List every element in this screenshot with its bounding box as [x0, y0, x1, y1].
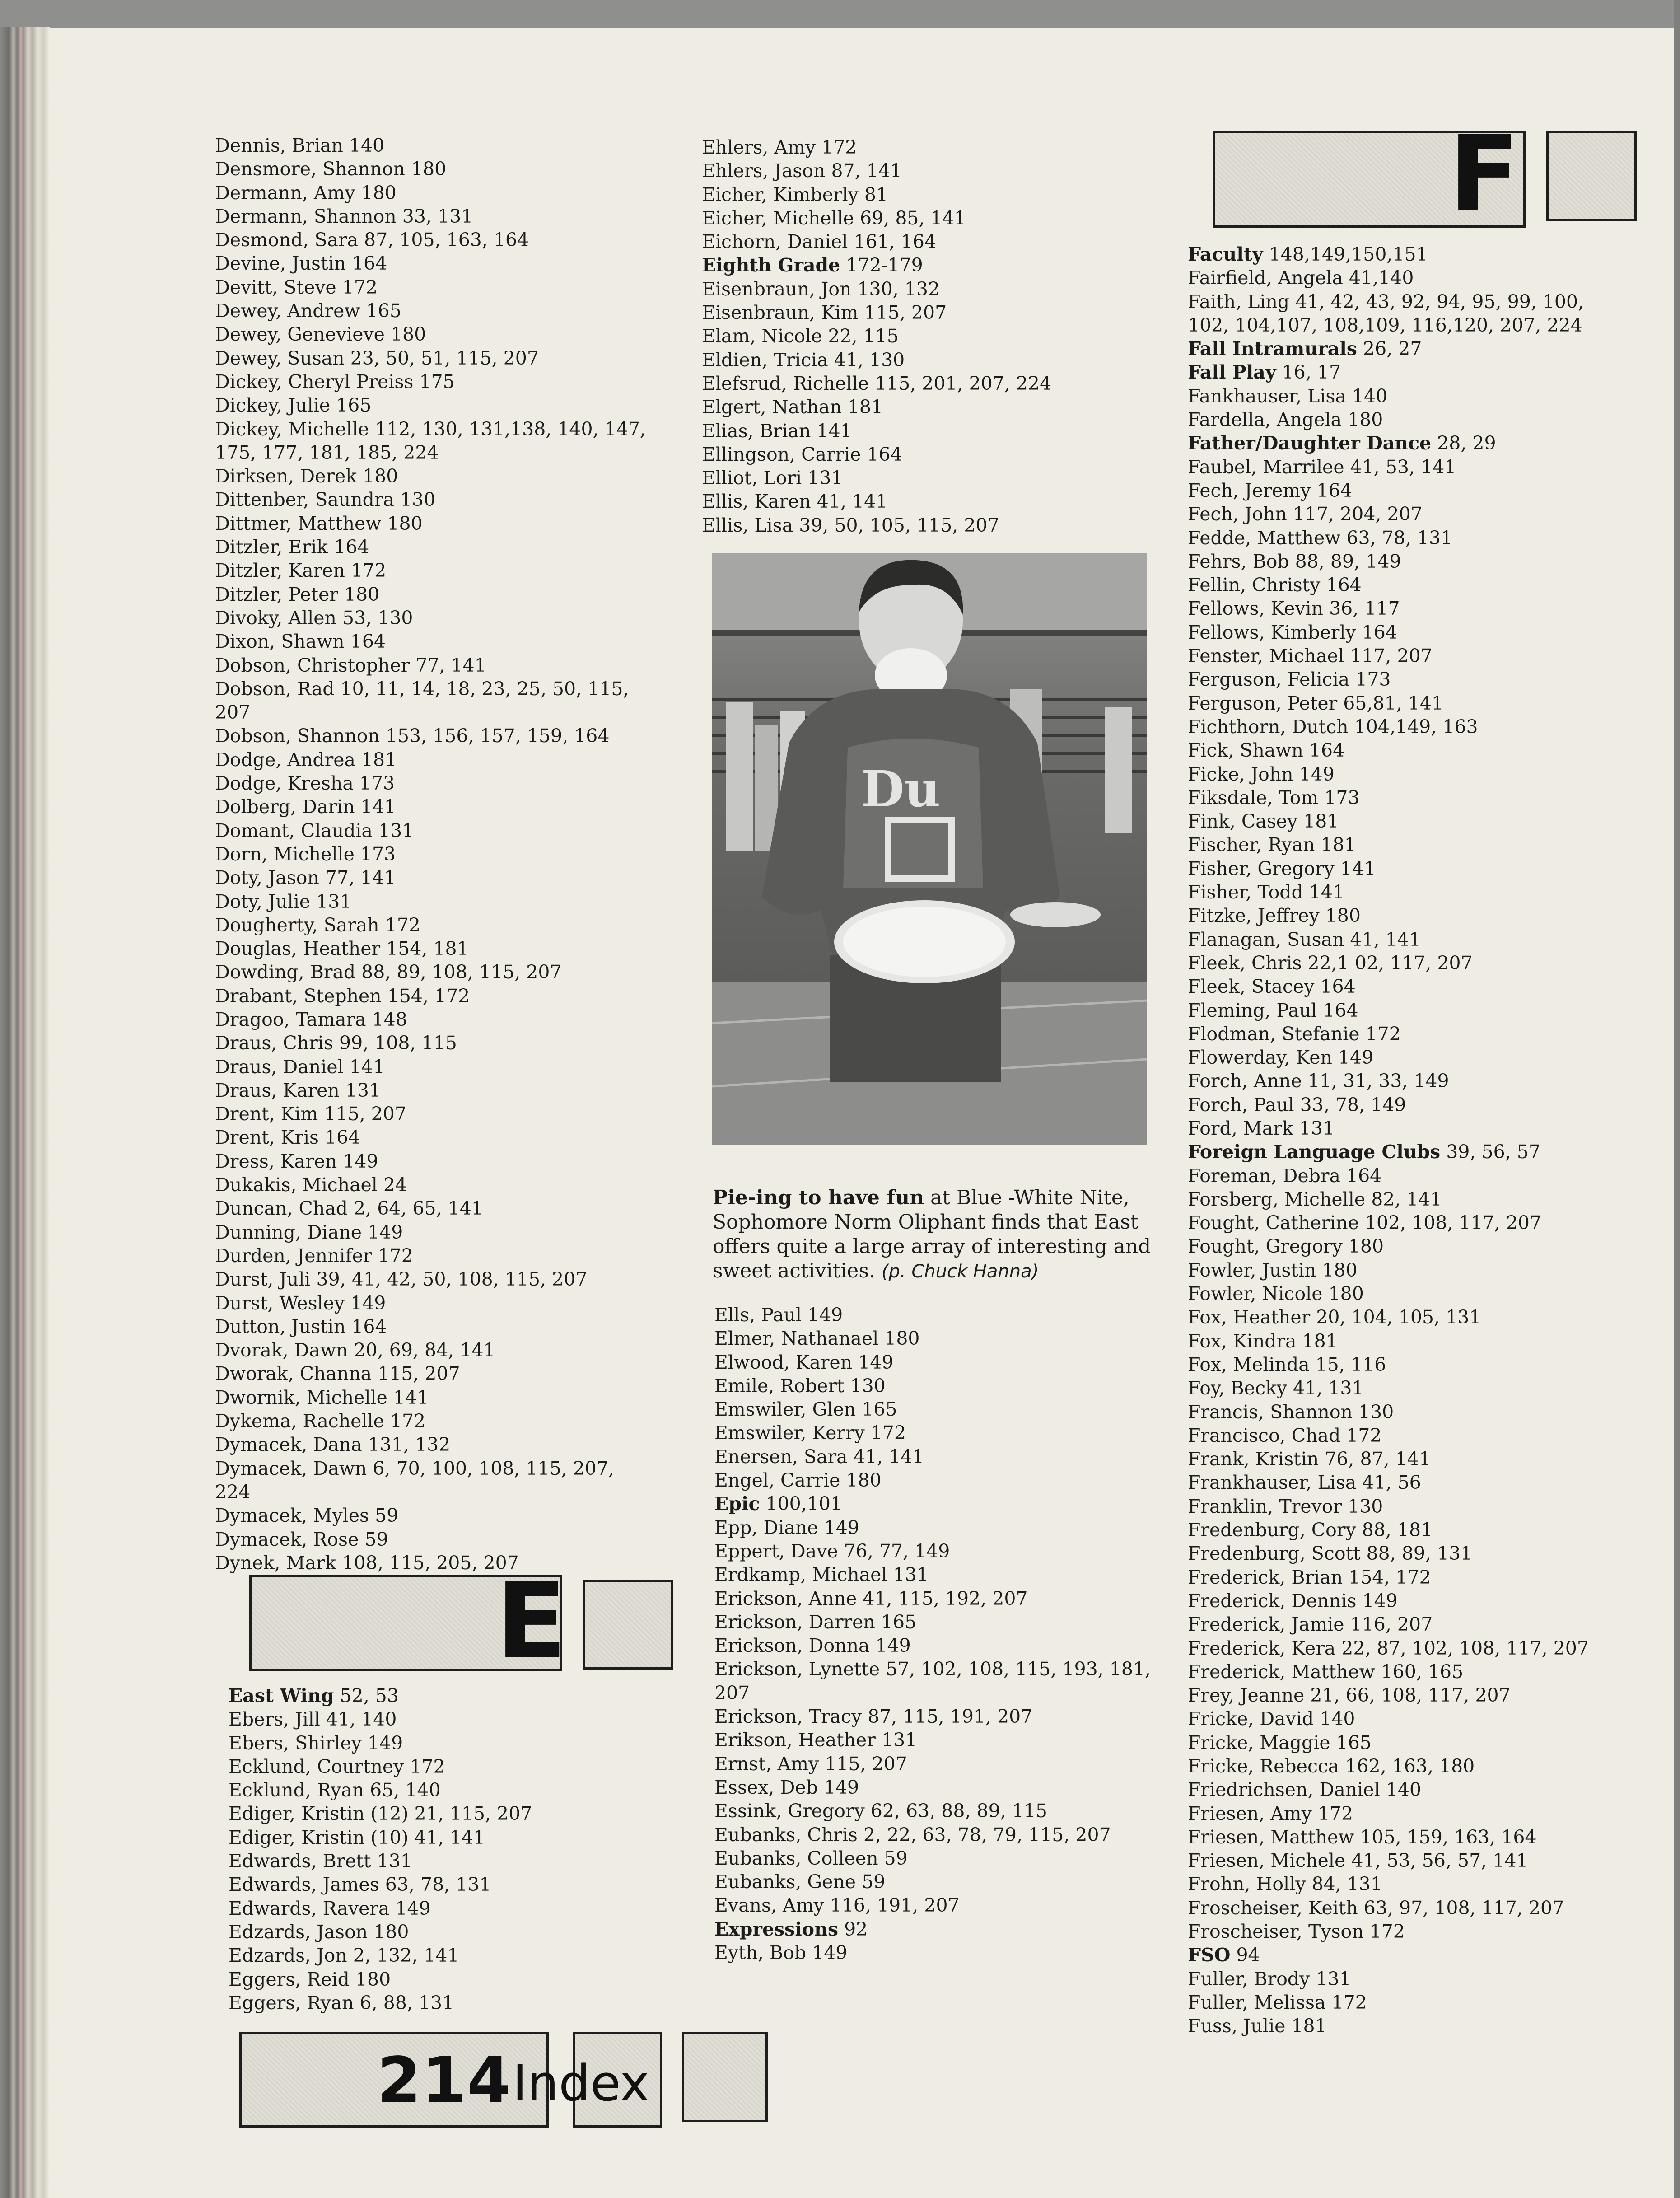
index-entry: Dougherty, Sarah 172 — [215, 914, 421, 936]
index-entry: Elam, Nicole 22, 115 — [702, 325, 899, 347]
index-page-refs: 26, 27 — [1357, 338, 1422, 360]
index-entry: Fisher, Gregory 141 — [1188, 857, 1376, 879]
index-page-refs: 39, 56, 57 — [1440, 1141, 1540, 1163]
section-f-letter: F — [1449, 114, 1520, 234]
index-entry: Dykema, Rachelle 172 — [215, 1410, 426, 1432]
section-e-letter: E — [496, 1561, 567, 1682]
index-entry: Fowler, Justin 180 — [1188, 1259, 1358, 1281]
index-topic-entry — [714, 1917, 1151, 1941]
book-binding-edge — [0, 27, 50, 2198]
index-entry: Fuller, Melissa 172 — [1188, 1991, 1367, 2013]
index-topic-name: Eighth Grade — [702, 254, 840, 276]
index-entry: Faubel, Marrilee 41, 53, 141 — [1188, 456, 1456, 478]
index-entry: Dukakis, Michael 24 — [215, 1174, 407, 1196]
index-entry: Drent, Kris 164 — [215, 1127, 360, 1149]
index-topic-name: Father/Daughter Dance — [1188, 432, 1432, 454]
index-entry: Dymacek, Rose 59 — [215, 1528, 388, 1550]
index-topic-entry — [1188, 1943, 1589, 1967]
index-entry: Ficke, John 149 — [1188, 763, 1335, 785]
index-entry: Ernst, Amy 115, 207 — [714, 1753, 907, 1775]
photo-illustration — [712, 553, 1147, 1145]
index-entry: Forch, Anne 11, 31, 33, 149 — [1188, 1070, 1449, 1092]
index-entry: Dewey, Genevieve 180 — [215, 323, 426, 346]
index-entry: Dobson, Shannon 153, 156, 157, 159, 164 — [215, 725, 610, 747]
index-entry: Divoky, Allen 53, 130 — [215, 607, 413, 629]
index-entry: Edwards, James 63, 78, 131 — [229, 1874, 491, 1896]
index-entry: Fleming, Paul 164 — [1188, 999, 1358, 1021]
index-entry: Erickson, Tracy 87, 115, 191, 207 — [714, 1706, 1033, 1728]
index-column-d — [215, 134, 646, 1575]
index-entry: Fink, Casey 181 — [1188, 810, 1339, 832]
index-entry: Eppert, Dave 76, 77, 149 — [714, 1540, 950, 1562]
index-entry: Fiksdale, Tom 173 — [1188, 786, 1360, 809]
index-entry: Fairfield, Angela 41,140 — [1188, 267, 1414, 289]
index-entry: Draus, Daniel 141 — [215, 1056, 385, 1078]
index-page-refs: 52, 53 — [334, 1685, 399, 1707]
index-entry: Dowding, Brad 88, 89, 108, 115, 207 — [215, 961, 562, 983]
page-number: 214 — [377, 2044, 512, 2118]
index-topic-entry — [1188, 337, 1589, 360]
index-column-e-left — [229, 1684, 532, 2015]
index-topic-name: Foreign Language Clubs — [1188, 1141, 1441, 1163]
caption-lead: Pie-ing to have fun — [713, 1186, 924, 1209]
index-entry: Dickey, Julie 165 — [215, 394, 372, 416]
index-entry: Ebers, Jill 41, 140 — [229, 1708, 397, 1730]
index-page-refs: 28, 29 — [1431, 432, 1496, 454]
index-entry: Ells, Paul 149 — [714, 1304, 843, 1326]
index-entry: Eubanks, Gene 59 — [714, 1871, 886, 1893]
index-entry: Duncan, Chad 2, 64, 65, 141 — [215, 1197, 483, 1220]
index-entry: Devitt, Steve 172 — [215, 276, 378, 298]
index-entry: Dunning, Diane 149 — [215, 1221, 403, 1243]
index-entry: Foreman, Debra 164 — [1188, 1164, 1382, 1187]
index-entry: Eggers, Ryan 6, 88, 131 — [229, 1992, 454, 2014]
index-entry: Fox, Heather 20, 104, 105, 131 — [1188, 1306, 1481, 1328]
index-entry: Fisher, Todd 141 — [1188, 881, 1345, 903]
index-entry: Fleek, Stacey 164 — [1188, 976, 1356, 998]
index-entry: Dewey, Susan 23, 50, 51, 115, 207 — [215, 347, 539, 369]
index-entry: Dickey, Michelle 112, 130, 131,138, 140, 147, — [215, 418, 646, 440]
index-entry: Emswiler, Glen 165 — [714, 1398, 897, 1421]
index-entry: Fredenburg, Cory 88, 181 — [1188, 1519, 1433, 1541]
index-entry: Dworak, Channa 115, 207 — [215, 1363, 460, 1385]
index-entry: Fox, Kindra 181 — [1188, 1330, 1338, 1352]
index-entry: Flanagan, Susan 41, 141 — [1188, 928, 1421, 950]
index-entry: Doty, Jason 77, 141 — [215, 867, 396, 889]
index-entry: Ditzler, Karen 172 — [215, 560, 387, 582]
index-entry: Durden, Jennifer 172 — [215, 1244, 413, 1267]
index-entry: Elgert, Nathan 181 — [702, 396, 883, 418]
index-topic-name: Expressions — [714, 1918, 839, 1940]
index-entry: Fricke, Maggie 165 — [1188, 1731, 1372, 1754]
index-entry: Fredenburg, Scott 88, 89, 131 — [1188, 1543, 1473, 1565]
index-entry: Dodge, Kresha 173 — [215, 772, 395, 795]
index-entry: Fellows, Kevin 36, 117 — [1188, 598, 1400, 620]
index-entry: Eisenbraun, Jon 130, 132 — [702, 278, 940, 300]
index-entry: Dickey, Cheryl Preiss 175 — [215, 370, 455, 393]
index-entry: Fedde, Matthew 63, 78, 131 — [1188, 527, 1453, 549]
index-entry: Edwards, Brett 131 — [229, 1850, 412, 1872]
index-entry: Erickson, Darren 165 — [714, 1611, 917, 1633]
index-entry: Faith, Ling 41, 42, 43, 92, 94, 95, 99, 100, — [1188, 290, 1584, 313]
index-entry: Forsberg, Michelle 82, 141 — [1188, 1188, 1442, 1210]
index-entry: Eichorn, Daniel 161, 164 — [702, 231, 936, 253]
index-entry: Frank, Kristin 76, 87, 141 — [1188, 1448, 1431, 1470]
index-entry: Dymacek, Dana 131, 132 — [215, 1434, 451, 1456]
index-entry: Eicher, Michelle 69, 85, 141 — [702, 207, 966, 229]
index-entry: Fick, Shawn 164 — [1188, 739, 1345, 762]
index-entry: Fardella, Angela 180 — [1188, 409, 1383, 431]
index-topic-name: Fall Play — [1188, 361, 1276, 383]
index-entry: Fischer, Ryan 181 — [1188, 834, 1356, 856]
index-entry: Fellin, Christy 164 — [1188, 574, 1362, 596]
index-entry: Dirksen, Derek 180 — [215, 465, 398, 487]
student-pie-photo — [712, 553, 1147, 1145]
index-entry: Dewey, Andrew 165 — [215, 300, 401, 322]
index-entry: Douglas, Heather 154, 181 — [215, 938, 469, 960]
section-f-header-box-small — [1546, 131, 1637, 221]
index-entry: 102, 104,107, 108,109, 116,120, 207, 224 — [1188, 314, 1582, 336]
index-topic-entry — [229, 1684, 532, 1707]
index-entry: Dennis, Brian 140 — [215, 135, 385, 156]
index-entry: Erickson, Lynette 57, 102, 108, 115, 193, 181, — [714, 1658, 1151, 1680]
index-topic-name: Faculty — [1188, 243, 1263, 265]
index-entry: Durst, Juli 39, 41, 42, 50, 108, 115, 207 — [215, 1268, 588, 1291]
index-entry: Dermann, Amy 180 — [215, 182, 397, 204]
index-entry: Drent, Kim 115, 207 — [215, 1103, 406, 1125]
index-entry: Eyth, Bob 149 — [714, 1942, 848, 1964]
index-entry: 207 — [714, 1682, 750, 1704]
index-entry: 207 — [215, 701, 251, 724]
index-entry: Foy, Becky 41, 131 — [1188, 1377, 1364, 1399]
index-entry: Frey, Jeanne 21, 66, 108, 117, 207 — [1188, 1684, 1511, 1707]
index-entry: Ecklund, Courtney 172 — [229, 1755, 445, 1777]
index-entry: Fricke, Rebecca 162, 163, 180 — [1188, 1755, 1475, 1777]
index-entry: Erickson, Donna 149 — [714, 1635, 911, 1657]
index-entry: Frederick, Jamie 116, 207 — [1188, 1613, 1433, 1636]
index-entry: Eisenbraun, Kim 115, 207 — [702, 302, 947, 324]
index-page-refs: 94 — [1230, 1944, 1260, 1966]
index-entry: Emswiler, Kerry 172 — [714, 1422, 906, 1444]
index-entry: Elefsrud, Richelle 115, 201, 207, 224 — [702, 372, 1052, 394]
index-entry: Elmer, Nathanael 180 — [714, 1328, 920, 1350]
index-entry: Fitzke, Jeffrey 180 — [1188, 905, 1361, 927]
index-entry: Ellingson, Carrie 164 — [702, 443, 902, 465]
index-column-e-bottom — [714, 1303, 1151, 1964]
index-entry: Ecklund, Ryan 65, 140 — [229, 1779, 441, 1801]
index-entry: Friesen, Matthew 105, 159, 163, 164 — [1188, 1826, 1537, 1848]
index-entry: Franklin, Trevor 130 — [1188, 1495, 1383, 1517]
index-entry: Fowler, Nicole 180 — [1188, 1283, 1364, 1305]
index-entry: Draus, Karen 131 — [215, 1079, 381, 1101]
index-entry: Ehlers, Jason 87, 141 — [702, 160, 902, 182]
index-entry: Fought, Catherine 102, 108, 117, 207 — [1188, 1212, 1542, 1234]
index-entry: Erikson, Heather 131 — [714, 1729, 917, 1751]
index-entry: Eubanks, Chris 2, 22, 63, 78, 79, 115, 207 — [714, 1824, 1111, 1846]
index-entry: Dorn, Michelle 173 — [215, 843, 396, 865]
index-entry: Eldien, Tricia 41, 130 — [702, 349, 905, 371]
index-entry: Eicher, Kimberly 81 — [702, 183, 888, 206]
scan-top-edge — [0, 0, 1680, 28]
index-entry: Dermann, Shannon 33, 131 — [215, 205, 473, 227]
index-page-refs: 16, 17 — [1276, 361, 1341, 383]
index-entry: Draus, Chris 99, 108, 115 — [215, 1032, 457, 1054]
index-topic-entry — [1188, 243, 1589, 266]
index-topic-entry — [1188, 360, 1589, 384]
index-topic-entry — [1188, 431, 1589, 455]
index-entry: Dobson, Christopher 77, 141 — [215, 654, 486, 676]
index-page-refs: 172-179 — [840, 254, 923, 276]
index-entry: Emile, Robert 130 — [714, 1375, 886, 1397]
index-entry: Dress, Karen 149 — [215, 1150, 378, 1172]
index-entry: Dobson, Rad 10, 11, 14, 18, 23, 25, 50, 115, — [215, 678, 629, 700]
index-entry: Ellis, Lisa 39, 50, 105, 115, 207 — [702, 514, 999, 536]
index-entry: Frederick, Matthew 160, 165 — [1188, 1660, 1464, 1683]
index-entry: Ehlers, Amy 172 — [702, 136, 857, 158]
index-entry: Forch, Paul 33, 78, 149 — [1188, 1094, 1406, 1116]
index-entry: Edwards, Ravera 149 — [229, 1897, 431, 1919]
index-entry: Froscheiser, Tyson 172 — [1188, 1921, 1405, 1943]
index-entry: Essex, Deb 149 — [714, 1776, 859, 1798]
index-entry: Francisco, Chad 172 — [1188, 1424, 1382, 1446]
index-entry: Engel, Carrie 180 — [714, 1469, 882, 1492]
index-entry: Ferguson, Felicia 173 — [1188, 669, 1391, 691]
index-entry: Doty, Julie 131 — [215, 890, 352, 912]
index-topic-name: Fall Intramurals — [1188, 338, 1357, 360]
index-entry: Dwornik, Michelle 141 — [215, 1386, 429, 1408]
index-entry: Fuller, Brody 131 — [1188, 1968, 1351, 1990]
index-entry: Frederick, Kera 22, 87, 102, 108, 117, 207 — [1188, 1637, 1589, 1659]
index-entry: Dutton, Justin 164 — [215, 1315, 387, 1338]
index-entry: Dixon, Shawn 164 — [215, 631, 386, 653]
index-page-refs: 148,149,150,151 — [1263, 243, 1428, 265]
index-entry: Fox, Melinda 15, 116 — [1188, 1353, 1386, 1375]
index-entry: Edzards, Jason 180 — [229, 1921, 409, 1943]
index-entry: Fichthorn, Dutch 104,149, 163 — [1188, 716, 1478, 738]
svg-text:Du: Du — [861, 760, 941, 818]
caption-body: at Blue -White Nite, Sophomore Norm Oliphant finds that East offers quite a large array of interesting and sweet activities. — [713, 1186, 1151, 1282]
index-entry: Fleek, Chris 22,1 02, 117, 207 — [1188, 952, 1473, 974]
index-entry: Dolberg, Darin 141 — [215, 796, 396, 818]
index-entry: Dodge, Andrea 181 — [215, 748, 397, 771]
index-entry: Enersen, Sara 41, 141 — [714, 1445, 924, 1468]
index-entry: Dynek, Mark 108, 115, 205, 207 — [215, 1552, 519, 1574]
index-entry: 224 — [215, 1481, 251, 1503]
index-entry: Evans, Amy 116, 191, 207 — [714, 1894, 960, 1917]
index-entry: Friedrichsen, Daniel 140 — [1188, 1779, 1422, 1801]
index-entry: Dittmer, Matthew 180 — [215, 512, 423, 534]
index-topic-entry — [702, 253, 1051, 277]
photo-caption — [713, 1186, 1169, 1284]
index-entry: Drabant, Stephen 154, 172 — [215, 985, 470, 1007]
index-entry: Ebers, Shirley 149 — [229, 1732, 403, 1754]
index-column-e-top — [702, 136, 1051, 537]
index-entry: Fuss, Julie 181 — [1188, 2015, 1327, 2037]
index-entry: Frohn, Holly 84, 131 — [1188, 1873, 1382, 1895]
index-entry: Elliot, Lori 131 — [702, 467, 843, 489]
index-entry: Ditzler, Erik 164 — [215, 536, 369, 558]
index-entry: Devine, Justin 164 — [215, 253, 387, 275]
index-entry: Epp, Diane 149 — [714, 1516, 859, 1539]
index-entry: Densmore, Shannon 180 — [215, 158, 447, 180]
index-entry: Fellows, Kimberly 164 — [1188, 621, 1397, 643]
index-entry: Dymacek, Dawn 6, 70, 100, 108, 115, 207, — [215, 1457, 614, 1479]
index-entry: Fehrs, Bob 88, 89, 149 — [1188, 550, 1401, 572]
index-entry: Dymacek, Myles 59 — [215, 1505, 399, 1527]
index-entry: Friesen, Michele 41, 53, 56, 57, 141 — [1188, 1850, 1528, 1872]
index-entry: Flowerday, Ken 149 — [1188, 1047, 1374, 1069]
index-entry: Dvorak, Dawn 20, 69, 84, 141 — [215, 1339, 495, 1361]
index-entry: Ditzler, Peter 180 — [215, 583, 380, 605]
index-entry: Elias, Brian 141 — [702, 420, 852, 442]
index-entry: Durst, Wesley 149 — [215, 1292, 386, 1314]
index-entry: Fech, John 117, 204, 207 — [1188, 503, 1423, 525]
index-column-f — [1188, 243, 1589, 2038]
index-entry: Froscheiser, Keith 63, 97, 108, 117, 207 — [1188, 1897, 1564, 1919]
footer-box-right — [682, 2032, 768, 2122]
section-title: Index — [513, 2054, 649, 2112]
index-entry: Fech, Jeremy 164 — [1188, 479, 1352, 501]
index-entry: Ferguson, Peter 65,81, 141 — [1188, 692, 1443, 714]
scan-right-edge — [1674, 0, 1680, 2198]
index-entry: 175, 177, 181, 185, 224 — [215, 441, 439, 463]
index-topic-name: Epic — [714, 1493, 760, 1515]
index-entry: Frankhauser, Lisa 41, 56 — [1188, 1472, 1421, 1494]
index-entry: Ediger, Kristin (12) 21, 115, 207 — [229, 1803, 532, 1825]
index-topic-entry — [1188, 1140, 1589, 1164]
photo-credit: (p. Chuck Hanna) — [881, 1261, 1039, 1282]
index-entry: Ellis, Karen 41, 141 — [702, 491, 888, 513]
index-page-refs: 100,101 — [760, 1493, 843, 1515]
index-topic-name: FSO — [1188, 1944, 1231, 1966]
index-entry: Ediger, Kristin (10) 41, 141 — [229, 1826, 485, 1848]
index-entry: Erickson, Anne 41, 115, 192, 207 — [714, 1587, 1028, 1609]
index-entry: Fankhauser, Lisa 140 — [1188, 385, 1388, 407]
index-entry: Elwood, Karen 149 — [714, 1351, 894, 1373]
index-entry: Desmond, Sara 87, 105, 163, 164 — [215, 229, 529, 251]
index-entry: Fought, Gregory 180 — [1188, 1235, 1384, 1258]
index-entry: Francis, Shannon 130 — [1188, 1401, 1394, 1423]
index-entry: Fenster, Michael 117, 207 — [1188, 645, 1433, 667]
index-entry: Friesen, Amy 172 — [1188, 1802, 1353, 1824]
index-entry: Eggers, Reid 180 — [229, 1968, 391, 1990]
index-entry: Essink, Gregory 62, 63, 88, 89, 115 — [714, 1800, 1047, 1822]
index-topic-name: East Wing — [229, 1685, 334, 1707]
section-e-header-box-small — [583, 1580, 673, 1670]
index-entry: Fricke, David 140 — [1188, 1708, 1355, 1730]
index-entry: Frederick, Dennis 149 — [1188, 1590, 1398, 1612]
index-entry: Dittenber, Saundra 130 — [215, 489, 436, 511]
index-entry: Frederick, Brian 154, 172 — [1188, 1566, 1431, 1588]
index-entry: Edzards, Jon 2, 132, 141 — [229, 1945, 459, 1967]
index-entry: Dragoo, Tamara 148 — [215, 1008, 407, 1030]
index-entry: Eubanks, Colleen 59 — [714, 1847, 908, 1869]
index-entry: Ford, Mark 131 — [1188, 1117, 1335, 1139]
index-page-refs: 92 — [838, 1918, 868, 1940]
index-entry: Domant, Claudia 131 — [215, 819, 414, 842]
index-topic-entry — [714, 1492, 1151, 1515]
index-entry: Flodman, Stefanie 172 — [1188, 1023, 1401, 1045]
index-entry: Erdkamp, Michael 131 — [714, 1564, 929, 1586]
